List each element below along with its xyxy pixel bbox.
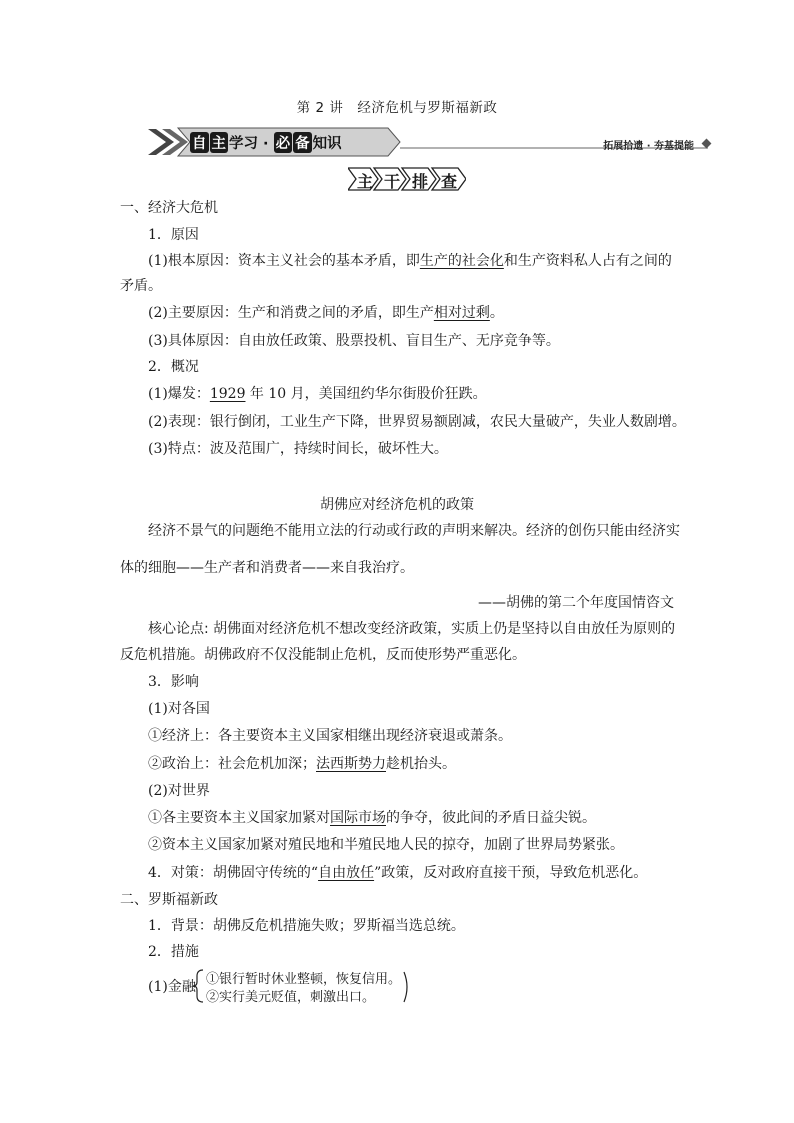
subheading-overview: 2．概况 (148, 359, 199, 375)
impact-economy: ①经济上：各主要资本主义国家相继出现经济衰退或萧条。 (148, 728, 512, 744)
impact-world-2: ②资本主义国家加紧对殖民地和半殖民地人民的掠夺，加剧了世界局势紧张。 (148, 837, 624, 853)
quote-line-b: 体的细胞——生产者和消费者——来自我治疗。 (120, 560, 414, 576)
subheading-impact: 3．影响 (148, 674, 199, 690)
banner-char-bi: 必 (274, 132, 293, 153)
quote-line-a: 经济不景气的问题绝不能用立法的行动或行政的声明来解决。经济的创伤只能由经济实 (148, 523, 680, 539)
overview-manifestation: (2)表现：银行倒闭，工业生产下降，世界贸易额剧减，农民大量破产，失业人数剧增。 (148, 414, 686, 430)
finance-item-1: ①银行暂时休业整顿，恢复信用。 (206, 972, 402, 987)
finance-label: (1)金融 (148, 979, 196, 995)
impact-countries: (1)对各国 (148, 701, 210, 717)
pill-char-4: 查 (441, 172, 458, 191)
new-deal-background: 1．背景：胡佛反危机措施失败；罗斯福当选总统。 (148, 918, 465, 934)
impact-world-1: ①各主要资本主义国家加紧对国际市场的争夺，彼此间的矛盾日益尖锐。 (148, 810, 596, 826)
banner-char-zhu: 主 (210, 132, 229, 153)
section-banner (148, 127, 714, 157)
quote-box-title: 胡佛应对经济危机的政策 (320, 497, 474, 513)
pill-char-3: 排 (412, 172, 429, 191)
pill-char-2: 干 (384, 172, 401, 191)
cause-1-line-a: (1)根本原因：资本主义社会的基本矛盾，即生产的社会化和生产资料私人占有之间的 (148, 253, 672, 269)
impact-politics: ②政治上：社会危机加深；法西斯势力趁机抬头。 (148, 756, 456, 772)
section-heading-pill (348, 167, 466, 191)
heading-economic-crisis: 一、经济大危机 (120, 200, 218, 216)
left-brace-icon (191, 968, 205, 1004)
cause-1-line-b: 矛盾。 (120, 278, 162, 294)
subheading-causes: 1．原因 (148, 227, 199, 243)
banner-char-zi: 自 (190, 132, 209, 153)
lesson-title: 第 2 讲 经济危机与罗斯福新政 (296, 100, 498, 116)
cause-3: (3)具体原因：自由放任政策、股票投机、盲目生产、无序竞争等。 (148, 333, 560, 349)
finance-item-2: ②实行美元贬值，刺激出口。 (206, 990, 376, 1005)
subheading-measures: 2．措施 (148, 944, 199, 960)
countermeasure: 4．对策：胡佛固守传统的“自由放任”政策，反对政府直接干预，导致危机恶化。 (148, 865, 648, 881)
right-paren-icon (402, 970, 412, 1004)
core-argument-b: 反危机措施。胡佛政府不仅没能制止危机，反而使形势严重恶化。 (120, 647, 526, 663)
cause-2: (2)主要原因：生产和消费之间的矛盾，即生产相对过剩。 (148, 305, 504, 321)
banner-title (190, 132, 342, 152)
heading-new-deal: 二、罗斯福新政 (120, 892, 218, 908)
pill-char-1: 主 (357, 172, 374, 191)
overview-outbreak: (1)爆发：1929 年 10 月，美国纽约华尔街股价狂跌。 (148, 386, 487, 402)
finance-measures (148, 968, 428, 1004)
banner-right-label: 拓展拾遗 · 夯基提能 (603, 141, 694, 152)
banner-text-zhishi: 知识 (312, 136, 342, 152)
impact-world: (2)对世界 (148, 783, 210, 799)
core-argument-a: 核心论点: 胡佛面对经济危机不想改变经济政策，实质上仍是坚持以自由放任为原则的 (148, 621, 676, 637)
banner-text-xuexi: 学习 · (229, 136, 274, 152)
overview-features: (3)特点：波及范围广，持续时间长，破坏性大。 (148, 441, 448, 457)
quote-source: ——胡佛的第二个年度国情咨文 (478, 595, 674, 611)
banner-char-bei: 备 (293, 132, 312, 153)
